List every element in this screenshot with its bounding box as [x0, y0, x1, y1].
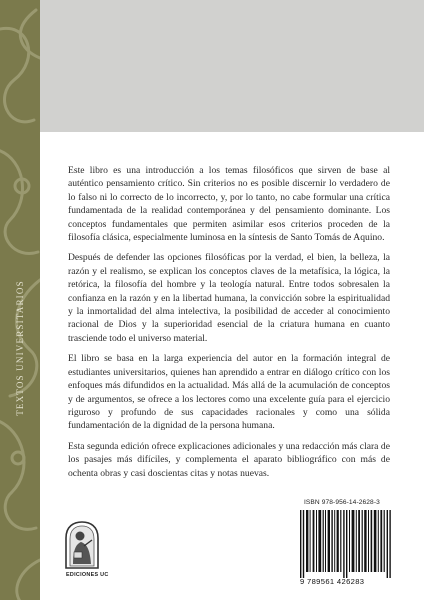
collection-label: TEXTOS UNIVERSITARIOS: [15, 280, 25, 416]
barcode: [300, 510, 392, 578]
synopsis: [68, 164, 390, 487]
spine-band: [0, 0, 40, 600]
publisher-name: EDICIONES UC: [66, 572, 109, 578]
synopsis-paragraph: Este libro es una introducción a los temas filosóficos que sirven de base al auténtico pensamiento crítico. Sin criterios no es posible discernir lo verdadero de lo falso ni lo correcto de lo incorrecto, y, por lo tanto, no cabe formular una crítica fundamentada de la realidad contemporánea y del pensamiento dominante. Los conceptos fundamentales que permiten asimilar esos criterios proceden de la filosofía clásica, especialmente luminosa en la síntesis de Santo Tomás de Aquino.: [68, 165, 390, 244]
synopsis-paragraph: El libro se basa en la larga experiencia del autor en la formación integral de estudiantes universitarios, quienes han aprendido a entrar en diálogo crítico con los enfoques más difundidos en la actualidad. Más allá de la acumulación de conceptos y de argumentos, se ofrece a los lectores como una excelente guía para el ejercicio riguroso y profundo de sus capacidades racionales y como una sólida fundamentación de la dignidad de la persona humana.: [68, 353, 390, 432]
barcode-digits: 9 789561 426283: [300, 577, 365, 586]
isbn-label: ISBN 978-956-14-2628-3: [304, 499, 380, 506]
logo-icon: [64, 520, 100, 570]
top-grey-band: [0, 0, 424, 132]
synopsis-paragraph: Esta segunda edición ofrece explicaciones adicionales y una redacción más clara de los pasajes más difíciles, y complementa el aparato bibliográfico con más de ochenta obras y casi doscientas citas y notas nuevas.: [68, 440, 390, 479]
synopsis-paragraph: Después de defender las opciones filosóficas por la verdad, el bien, la belleza, la razón y el realismo, se explican los conceptos claves de la metafísica, la lógica, la retórica, la filosofía del hombre y la teología natural. Entre todos sobresalen la confianza en la razón y en la libertad humana, la convicción sobre la espiritualidad y la inmortalidad del alma intelectiva, la posibilidad de acceder al conocimiento racional de Dios y la superioridad esencial de la criatura humana en cuanto trasciende todo el universo material.: [68, 252, 390, 344]
